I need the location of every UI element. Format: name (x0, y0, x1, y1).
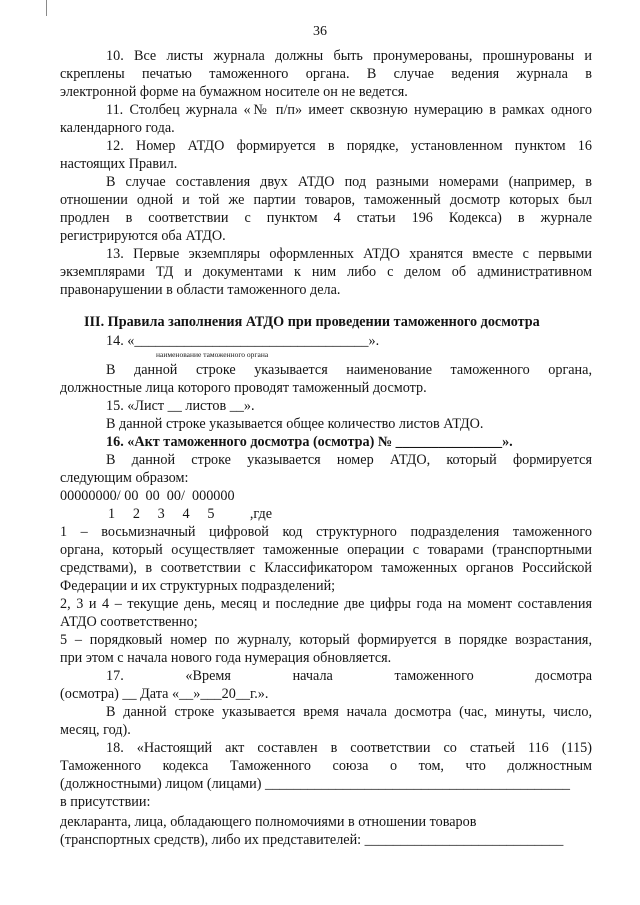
para-14-line-3: должностные лица которого проводят таможенный досмотр. (60, 380, 427, 396)
part-1-line-2: органа, который осуществляет таможенные операции с товарами (транспортными (60, 542, 592, 558)
para-18-line-1: 18. «Настоящий акт составлен в соответствии со статьей 116 (115) (106, 740, 592, 756)
para-10-line-2: скреплены печатью таможенного органа. В случае ведения журнала в (60, 66, 592, 82)
para-15-line-1: 15. «Лист __ листов __». (106, 398, 255, 414)
para-13-line-3: правонарушении в области таможенного дела. (60, 282, 341, 298)
part-1-line-3: средствами), в соответствии с Классификатором таможенных органов Российской (60, 560, 592, 576)
para-12b-line-2: отношении одной и той же партии товаров, таможенный досмотр которых был (60, 192, 592, 208)
para-12-line-1: 12. Номер АТДО формируется в порядке, установленном пунктом 16 (106, 138, 592, 154)
para-14-line-2: В данной строке указывается наименование таможенного органа, (106, 362, 592, 378)
para-13-line-1: 13. Первые экземпляры оформленных АТДО хранятся вместе с первыми (106, 246, 592, 262)
para-18-line-6: (транспортных средств), либо их представителей: ____________________________ (60, 832, 564, 848)
number-format-template: 00000000/ 00 00 00/ 000000 (60, 488, 235, 504)
para-17-line-1: 17. «Время начала таможенного досмотра (106, 668, 592, 684)
para-12b-line-1: В случае составления двух АТДО под разными номерами (например, в (106, 174, 592, 190)
scan-edge-mark (46, 0, 47, 16)
part-2-4-line-2: АТДО соответственно; (60, 614, 198, 630)
part-5-line-1: 5 – порядковый номер по журналу, который формируется в порядке возрастания, (60, 632, 592, 648)
para-12b-line-4: регистрируются оба АТДО. (60, 228, 226, 244)
page-number: 36 (313, 24, 327, 39)
para-17-line-2: (осмотра) __ Дата «__»___20__г.». (60, 686, 269, 702)
para-16-line-1: 16. «Акт таможенного досмотра (осмотра) № _______________». (106, 434, 513, 450)
para-18-line-4: в присутствии: (60, 794, 151, 810)
para-14-line-1: 14. «_________________________________». (106, 333, 380, 349)
para-10-line-1: 10. Все листы журнала должны быть пронумерованы, прошнурованы и (106, 48, 592, 64)
para-17-line-3: В данной строке указывается время начала досмотра (час, минуты, число, (106, 704, 592, 720)
section-3-heading: III. Правила заполнения АТДО при проведении таможенного досмотра (84, 314, 540, 330)
para-18-line-5: декларанта, лица, обладающего полномочиями в отношении товаров (60, 814, 477, 830)
number-format-positions: 1 2 3 4 5 ,где (108, 506, 273, 522)
para-15-line-2: В данной строке указывается общее количество листов АТДО. (106, 416, 484, 432)
part-5-line-2: при этом с начала нового года нумерация обновляется. (60, 650, 392, 666)
part-1-line-4: Федерации и их структурных подразделений; (60, 578, 336, 594)
para-13-line-2: экземплярами ТД и документами к ним либо с делом об административном (60, 264, 592, 280)
para-10-line-3: электронной форме на бумажном носителе он не ведется. (60, 84, 408, 100)
para-11-line-1: 11. Столбец журнала «№ п/п» имеет сквозную нумерацию в рамках одного (106, 102, 592, 118)
para-16-line-2: В данной строке указывается номер АТДО, который формируется (106, 452, 592, 468)
part-1-line-1: 1 – восьмизначный цифровой код структурного подразделения таможенного (60, 524, 592, 540)
part-2-4-line-1: 2, 3 и 4 – текущие день, месяц и последние две цифры года на момент составления (60, 596, 592, 612)
para-11-line-2: календарного года. (60, 120, 175, 136)
para-12-line-2: настоящих Правил. (60, 156, 178, 172)
para-16-line-3: следующим образом: (60, 470, 189, 486)
para-18-line-3: (должностными) лицом (лицами) ___________________________________________ (60, 776, 571, 792)
para-18-line-2: Таможенного кодекса Таможенного союза о том, что должностным (60, 758, 592, 774)
para-17-line-4: месяц, год). (60, 722, 131, 738)
caption-customs-body: наименование таможенного органа (156, 350, 269, 359)
para-12b-line-3: продлен в соответствии с пунктом 4 статьи 196 Кодекса) в журнале (60, 210, 592, 226)
